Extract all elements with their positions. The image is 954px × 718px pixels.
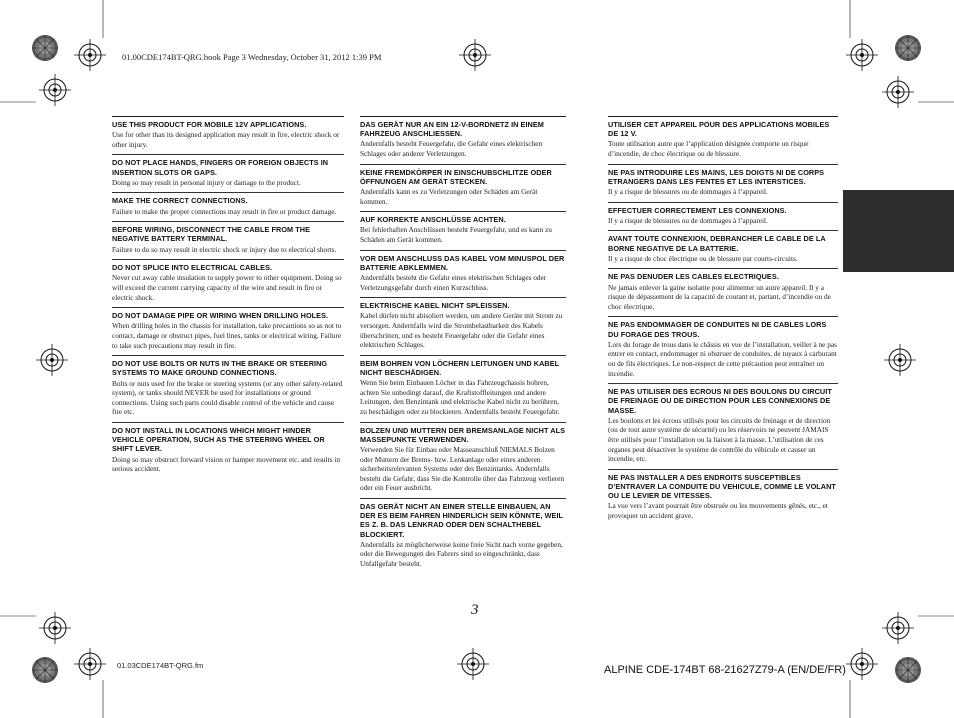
warning-heading: DO NOT USE BOLTS OR NUTS IN THE BRAKE OR STEERING SYSTEMS TO MAKE GROUND CONNECTIONS. [112, 359, 328, 378]
warning-heading: NE PAS ENDOMMAGER DE CONDUITES NI DE CABLES LORS DU FORAGE DES TROUS. [608, 320, 827, 339]
warning-heading: EFFECTUER CORRECTEMENT LES CONNEXIONS. [608, 205, 787, 215]
warning-heading: NE PAS INSTALLER A DES ENDROITS SUSCEPTIBLES D’ENTRAVER LA CONDUITE DU VEHICULE, COMME LE VOLANT OU LE LEVIER DE VITESSES. [608, 472, 836, 501]
warning-heading: NE PAS UTILISER DES ECROUS NI DES BOULONS DU CIRCUIT DE FREINAGE OU DE DIRECTION POUR LES CONNEXIONS DE MASSE. [608, 387, 832, 415]
warning-heading: DO NOT PLACE HANDS, FINGERS OR FOREIGN OBJECTS IN INSERTION SLOTS OR GAPS. [112, 158, 329, 177]
warning-item [112, 116, 344, 149]
warning-body: Toute utilisation autre que l’application désignée comporte un risque d’incendie, de choc électrique ou de blessure. [608, 139, 809, 158]
book-header-line: 01.00CDE174BT-QRG.book Page 3 Wednesday, October 31, 2012 1:39 PM [122, 52, 382, 62]
warning-item [360, 422, 566, 493]
warning-item [112, 422, 344, 474]
warning-item [608, 383, 838, 464]
warning-body: Il y a risque de blessures ou de dommages à l’appareil. [608, 187, 768, 196]
warning-body: Andernfalls kann es zu Verletzungen oder Schäden am Gerät kommen. [360, 187, 538, 206]
page-number: 3 [471, 602, 479, 618]
warning-body: Verwenden Sie für Einbau oder Masseanschluß NIEMALS Bolzen oder Muttern der Brems- bzw. Lenkanlage oder eines anderen sicherheitsrelevanten Systems oder des Benzintanks. Andernfalls besteht die Gefahr, dass Sie die Kontrolle über das Fahrzeug verlieren oder ein Feuer ausbricht. [360, 444, 565, 493]
warning-heading: VOR DEM ANSCHLUSS DAS KABEL VOM MINUSPOL DER BATTERIE ABKLEMMEN. [360, 253, 565, 272]
column-english [112, 116, 344, 479]
warning-heading: AUF KORREKTE ANSCHLÜSSE ACHTEN. [360, 215, 506, 225]
warning-item [360, 297, 566, 350]
warning-heading: DO NOT INSTALL IN LOCATIONS WHICH MIGHT HINDER VEHICLE OPERATION, SUCH AS THE STEERING WHEEL OR SHIFT LEVER. [112, 425, 325, 454]
warning-heading: AVANT TOUTE CONNEXION, DEBRANCHER LE CABLE DE LA BORNE NEGATIVE DE LA BATTERIE. [608, 234, 826, 253]
warning-heading: BEIM BOHREN VON LÖCHERN LEITUNGEN UND KABEL NICHT BESCHÄDIGEN. [360, 358, 560, 377]
warning-body: Il y a risque de choc électrique ou de blessure par courts-circuits. [608, 253, 798, 263]
warning-body: When drilling holes in the chassis for installation, take precautions so as not to contact, damage or obstruct pipes, fuel lines, tanks or electrical wiring. Failure to take such precautions may result in fire. [112, 321, 342, 350]
warning-item [360, 116, 566, 159]
warning-item [112, 307, 344, 350]
warning-heading: DO NOT DAMAGE PIPE OR WIRING WHEN DRILLING HOLES. [112, 311, 329, 321]
warning-body: Andernfalls besteht Feuergefahr, die Gefahr eines elektrischen Schlages oder anderer Verletzungen. [360, 139, 543, 158]
warning-item [608, 202, 838, 226]
warning-heading: NE PAS DENUDER LES CABLES ELECTRIQUES. [608, 272, 779, 282]
warning-body: Doing so may result in personal injury or damage to the product. [112, 177, 301, 187]
footer-model-line: ALPINE CDE-174BT 68-21627Z79-A (EN/DE/FR) [604, 664, 846, 676]
warning-heading: BOLZEN UND MUTTERN DER BREMSANLAGE NICHT ALS MASSEPUNKTE VERWENDEN. [360, 425, 566, 444]
warning-item [360, 211, 566, 244]
warning-body: Kabel dürfen nicht abisoliert werden, um andere Geräte mit Strom zu versorgen. Andernfalls wird die Strombelastbarkeit des Kabels überschritten, und es besteht Feuergefahr oder die Gefahr eines elektrischen Schlages. [360, 311, 563, 350]
warning-item [112, 221, 344, 254]
warning-item [360, 250, 566, 293]
warning-body: La vue vers l’avant pourrait être obstruée ou les mouvements gênés, etc., et provoquer un accident grave. [608, 501, 828, 520]
warning-heading: NE PAS INTRODUIRE LES MAINS, LES DOIGTS NI DE CORPS ETRANGERS DANS LES FENTES ET LES INTERSTICES. [608, 167, 825, 186]
warning-heading: BEFORE WIRING, DISCONNECT THE CABLE FROM THE NEGATIVE BATTERY TERMINAL. [112, 225, 310, 244]
warning-item [112, 259, 344, 302]
warning-body: Bei fehlerhaften Anschlüssen besteht Feuergefahr, und es kann zu Schäden am Gerät kommen. [360, 225, 552, 244]
warning-body: Les boulons et les écrous utilisés pour les circuits de freinage et de direction (ou de tout autre système de sécurité) ou les réservoirs ne peuvent JAMAIS être utilisés pour l’installation ou la liaison à la masse. L’utilisation de ces organes peut désactiver le système de contrôle du véhicule et causer un incendie, etc. [608, 415, 831, 464]
column-german [360, 116, 566, 574]
warning-heading: DAS GERÄT NUR AN EIN 12-V-BORDNETZ IN EINEM FAHRZEUG ANSCHLIESSEN. [360, 120, 544, 139]
warning-body: Il y a risque de blessures ou de dommages à l’appareil. [608, 215, 768, 225]
warning-heading: DO NOT SPLICE INTO ELECTRICAL CABLES. [112, 263, 273, 273]
warning-heading: KEINE FREMDKÖRPER IN EINSCHUBSCHLITZE ODER ÖFFNUNGEN AM GERÄT STECKEN. [360, 167, 552, 186]
warning-item [112, 355, 344, 417]
warning-item [608, 230, 838, 263]
warning-body: Andernfalls besteht die Gefahr eines elektrischen Schlages oder Verletzungsgefahr durch einen Kurzschluss. [360, 272, 547, 292]
warning-item [360, 355, 566, 417]
language-side-tab [843, 190, 954, 272]
warning-body: Ne jamais enlever la gaine isolante pour alimenter un autre appareil. Il y a risque de dépassement de la capacité de courant et, partant, d’incendie ou de choc électrique. [608, 282, 831, 311]
warning-body: Failure to do so may result in electric shock or injury due to electrical shorts. [112, 244, 337, 254]
warning-body: Wenn Sie beim Einbauen Löcher in das Fahrzeugchassis bohren, achten Sie unbedingt darauf, die Kraftstoffleitungen und andere Leitungen, den Benzintank und elektrische Kabel nicht zu berühren, zu beschädigen oder zu blockieren. Andernfalls besteht Feuergefahr. [360, 378, 560, 416]
warning-item [360, 164, 566, 207]
warning-item [608, 316, 838, 378]
warning-heading: DAS GERÄT NICHT AN EINER STELLE EINBAUEN, AN DER ES BEIM FAHREN HINDERLICH SEIN KÖNNTE, WEIL ES Z. B. DAS LENKRAD ODER DEN SCHALTHEBEL BLOCKIERT. [360, 501, 563, 539]
warning-item [360, 498, 566, 569]
warning-heading: MAKE THE CORRECT CONNECTIONS. [112, 196, 248, 206]
footer-file-name: 01.03CDE174BT-QRG.fm [117, 661, 204, 670]
warning-item [608, 268, 838, 311]
warning-item [608, 164, 838, 197]
warning-heading: ELEKTRISCHE KABEL NICHT SPLEISSEN. [360, 301, 510, 311]
warning-item [608, 116, 838, 159]
warning-body: Lors du forage de trous dans le châssis en vue de l’installation, veiller à ne pas entrer en contact, endommager ni obstruer de conduites, de tuyaux à carburant ou de fils électriques. Le non-respect de cette précaution peut entraîner un incendie. [608, 339, 837, 378]
warning-body: Use for other than its designed application may result in fire, electric shock or other injury. [112, 130, 340, 149]
warning-body: Andernfalls ist möglicherweise keine freie Sicht nach vorne gegeben, oder die Bewegungen des Fahrers sind so eingeschränkt, dass Unfallgefahr besteht. [360, 539, 563, 568]
warning-heading: USE THIS PRODUCT FOR MOBILE 12V APPLICATIONS. [112, 120, 307, 129]
warning-body: Doing so may obstruct forward vision or hamper movement etc. and results in serious accident. [112, 454, 340, 474]
warning-body: Bolts or nuts used for the brake or steering systems (or any other safety-related system), or tanks should NEVER be used for installations or ground connections. Using such parts could disable control of the vehicle and cause fire etc. [112, 378, 343, 417]
warning-item [608, 469, 838, 521]
warning-heading: UTILISER CET APPAREIL POUR DES APPLICATIONS MOBILES DE 12 V. [608, 120, 830, 139]
warning-body: Failure to make the proper connections may result in fire or product damage. [112, 206, 337, 216]
warning-item [112, 192, 344, 216]
column-french [608, 116, 838, 526]
warning-body: Never cut away cable insulation to supply power to other equipment. Doing so will exceed the current carrying capacity of the wire and result in fire or electric shock. [112, 273, 342, 302]
warning-item [112, 154, 344, 187]
